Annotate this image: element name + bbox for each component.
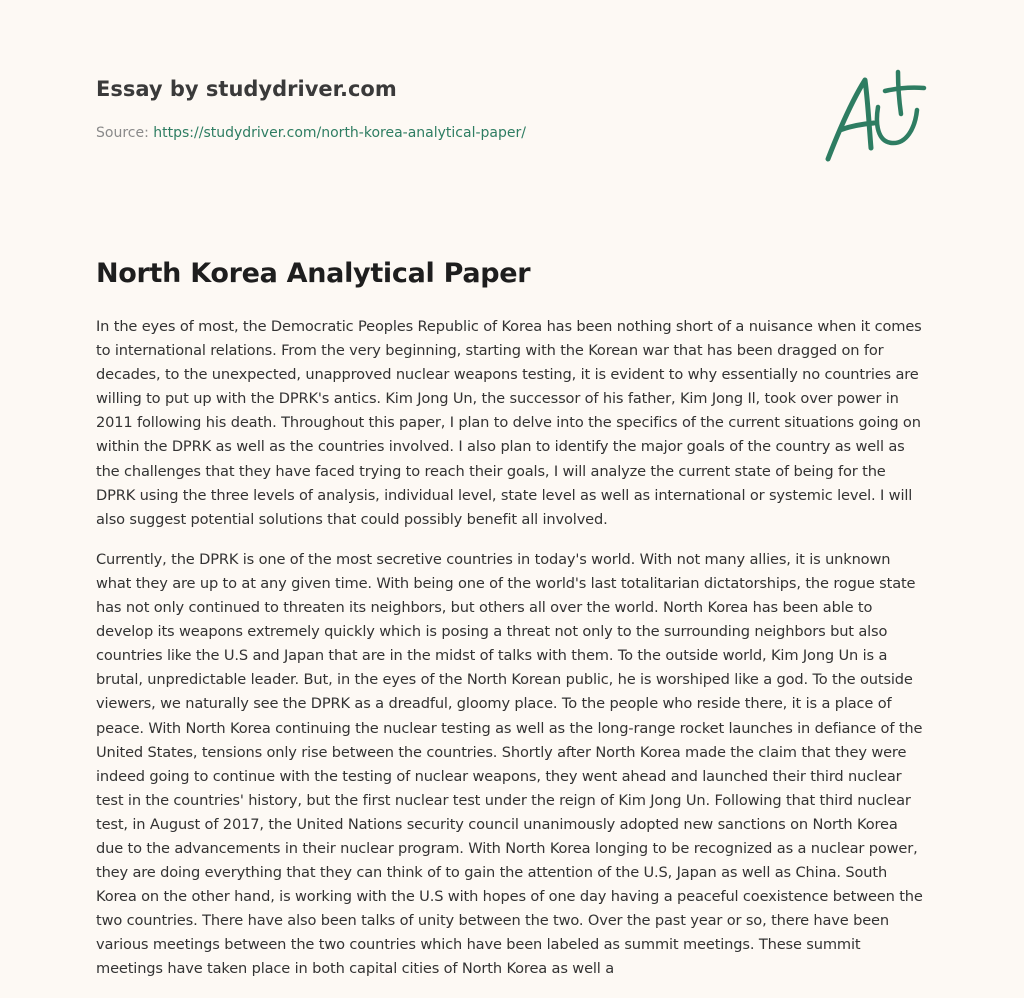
page-header — [96, 74, 796, 143]
paragraph: In the eyes of most, the Democratic Peoples Republic of Korea has been nothing short of a nuisance when it comes to international relations. From the very beginning, starting with the Korean war that has been dragged on for decades, to the unexpected, unapproved nuclear weapons testing, it is evident to why essentially no countries are willing to put up with the DPRK's antics. Kim Jong Un, the successor of his father, Kim Jong Il, took over power in 2011 following his death. Throughout this paper, I plan to delve into the specifics of the current situations going on within the DPRK as well as the countries involved. I also plan to identify the major goals of the country as well as the challenges that they have faced trying to reach their goals, I will analyze the current state of being for the DPRK using the three levels of analysis, individual level, state level as well as international or systemic level. I will also suggest potential solutions that could possibly benefit all involved. — [96, 318, 922, 528]
paragraph: Currently, the DPRK is one of the most secretive countries in today's world. With not many allies, it is unknown what they are up to at any given time. With being one of the world's last totalitarian dictatorships, the rogue state has not only continued to threaten its neighbors, but others all over the world. North Korea has been able to develop its weapons extremely quickly which is posing a threat not only to the surrounding neighbors but also countries like the U.S and Japan that are in the midst of talks with them. To the outside world, Kim Jong Un is a brutal, unpredictable leader. But, in the eyes of the North Korean public, he is worshiped like a god. To the outside viewers, we naturally see the DPRK as a dreadful, gloomy place. To the people who reside there, it is a place of peace. With North Korea continuing the nuclear testing as well as the long-range rocket launches in defiance of the United States, tensions only rise between the countries. Shortly after North Korea made the claim that they were indeed going to continue with the testing of nuclear weapons, they went ahead and launched their third nuclear test in the countries' history, but the first nuclear test under the reign of Kim Jong Un. Following that third nuclear test, in August of 2017, the United Nations security council unanimously adopted new sanctions on North Korea due to the advancements in their nuclear program. With North Korea longing to be recognized as a nuclear power, they are doing everything that they can think of to gain the attention of the U.S, Japan as well as China. South Korea on the other hand, is working with the U.S with hopes of one day having a peaceful coexistence between the two countries. There have also been talks of unity between the two. Over the past year or so, there have been various meetings between the two countries which have been labeled as summit meetings. These summit meetings have taken place in both capital cities of North Korea as well a — [96, 550, 923, 978]
source-label: Source: — [96, 125, 154, 141]
source-line — [96, 123, 796, 143]
a-plus-logo-icon — [818, 62, 936, 166]
article-body — [96, 315, 928, 998]
brand-title: Essay by studydriver.com — [96, 77, 397, 101]
source-link[interactable]: https://studydriver.com/north-korea-analytical-paper/ — [153, 125, 526, 141]
article-title: North Korea Analytical Paper — [96, 258, 531, 289]
